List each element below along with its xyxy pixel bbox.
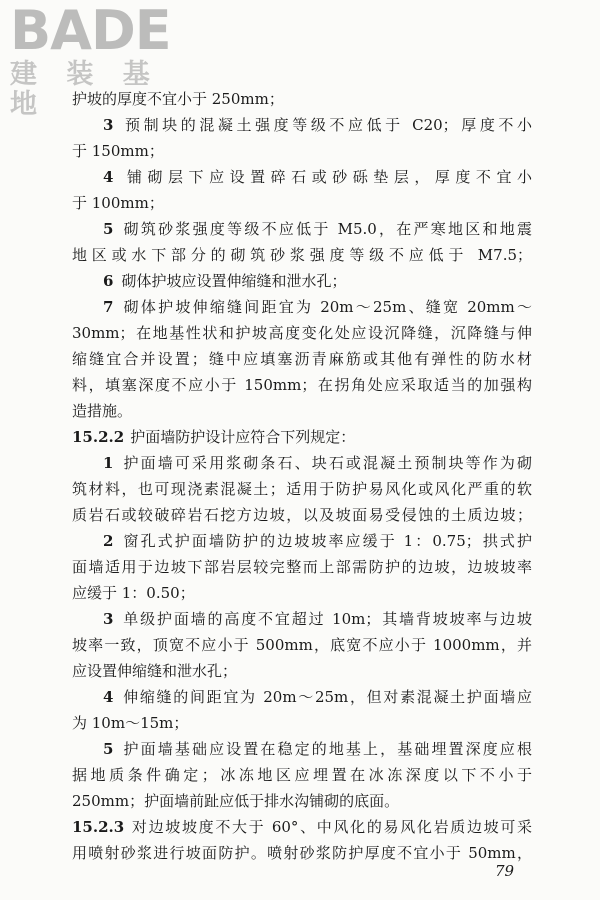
text-line [72, 190, 532, 216]
text-line [72, 580, 532, 606]
item-number: 5 [103, 220, 114, 238]
line-text: 用喷射砂浆进行坡面防护。喷射砂浆防护厚度不宜小于 50mm， [72, 844, 532, 862]
text-line [72, 840, 532, 866]
text-line [72, 814, 532, 840]
line-text: 砌体护坡应设置伸缩缝和泄水孔； [121, 272, 347, 290]
text-line [72, 554, 532, 580]
line-text: 据地质条件确定；冰冻地区应埋置在冰冻深度以下不小于 [72, 766, 532, 784]
line-text: 单级护面墙的高度不宜超过 10m；其墙背坡坡率与边坡 [121, 610, 532, 628]
text-line [72, 528, 532, 554]
text-line [72, 606, 532, 632]
watermark-latin: BADE [10, 0, 171, 62]
line-text: 缩缝宜合并设置；缝中应填塞沥青麻筋或其他有弹性的防水材 [72, 350, 532, 368]
text-line [72, 398, 532, 424]
text-line [72, 424, 532, 450]
text-line [72, 346, 532, 372]
page-number: 79 [495, 862, 515, 880]
text-line [72, 632, 532, 658]
item-number: 3 [103, 116, 114, 134]
item-number: 7 [103, 298, 114, 316]
line-text: 铺砌层下应设置碎石或砂砾垫层，厚度不宜小 [121, 168, 532, 186]
text-line [72, 372, 532, 398]
line-text: 质岩石或较破碎岩石挖方边坡，以及坡面易受侵蚀的土质边坡； [72, 506, 532, 524]
line-text: 护坡的厚度不宜小于 250mm； [72, 90, 284, 108]
line-text: 对边坡坡度不大于 60°、中风化的易风化岩质边坡可采 [130, 818, 532, 836]
line-text: 预制块的混凝土强度等级不应低于 C20；厚度不小 [121, 116, 532, 134]
line-text: 伸缩缝的间距宜为 20m～25m，但对素混凝土护面墙应 [121, 688, 532, 706]
text-line [72, 476, 532, 502]
line-text: 坡率一致，顶宽不应小于 500mm，底宽不应小于 1000mm，并 [72, 636, 532, 654]
line-text: 筑材料，也可现浇素混凝土；适用于防护易风化或风化严重的软 [72, 480, 532, 498]
section-number: 15.2.2 [72, 428, 125, 446]
line-text: 应设置伸缩缝和泄水孔； [72, 662, 238, 680]
line-text: 护面墙基础应设置在稳定的地基上，基础埋置深度应根 [121, 740, 532, 758]
text-line [72, 450, 532, 476]
line-text: 造措施。 [72, 402, 133, 420]
line-text: 地区或水下部分的砌筑砂浆强度等级不应低于 M7.5； [72, 246, 532, 264]
text-line [72, 86, 532, 112]
text-line [72, 658, 532, 684]
text-line [72, 164, 532, 190]
line-text: 250mm；护面墙前趾应低于排水沟铺砌的底面。 [72, 792, 400, 810]
line-text: 砌体护坡伸缩缝间距宜为 20m～25m、缝宽 20mm～ [121, 298, 532, 316]
text-line [72, 736, 532, 762]
item-number: 3 [103, 610, 114, 628]
item-number: 6 [103, 272, 114, 290]
line-text: 护面墙防护设计应符合下列规定： [130, 428, 356, 446]
item-number: 4 [103, 688, 114, 706]
text-line [72, 112, 532, 138]
text-line [72, 294, 532, 320]
line-text: 30mm；在地基性状和护坡高度变化处应设沉降缝，沉降缝与伸 [72, 324, 532, 342]
line-text: 于 100mm； [72, 194, 164, 212]
line-text: 于 150mm； [72, 142, 164, 160]
section-number: 15.2.3 [72, 818, 125, 836]
item-number: 4 [103, 168, 114, 186]
line-text: 应缓于 1：0.50； [72, 584, 195, 602]
line-text: 护面墙可采用浆砌条石、块石或混凝土预制块等作为砌 [121, 454, 532, 472]
text-line [72, 216, 532, 242]
page-body [72, 86, 532, 866]
item-number: 5 [103, 740, 114, 758]
line-text: 砌筑砂浆强度等级不应低于 M5.0，在严寒地区和地震 [121, 220, 532, 238]
line-text: 面墙适用于边坡下部岩层较完整而上部需防护的边坡，边坡坡率 [72, 558, 532, 576]
text-line [72, 684, 532, 710]
text-line [72, 710, 532, 736]
line-text: 窗孔式护面墙防护的边坡坡率应缓于 1：0.75；拱式护 [121, 532, 532, 550]
text-line [72, 788, 532, 814]
item-number: 2 [103, 532, 114, 550]
line-text: 料，填塞深度不应小于 150mm；在拐角处应采取适当的加强构 [72, 376, 532, 394]
text-line [72, 502, 532, 528]
item-number: 1 [103, 454, 114, 472]
text-line [72, 138, 532, 164]
line-text: 为 10m～15m； [72, 714, 189, 732]
text-line [72, 320, 532, 346]
text-line [72, 268, 532, 294]
watermark-chinese: 建 装 基 地 [10, 59, 160, 120]
text-line [72, 242, 532, 268]
text-line [72, 762, 532, 788]
